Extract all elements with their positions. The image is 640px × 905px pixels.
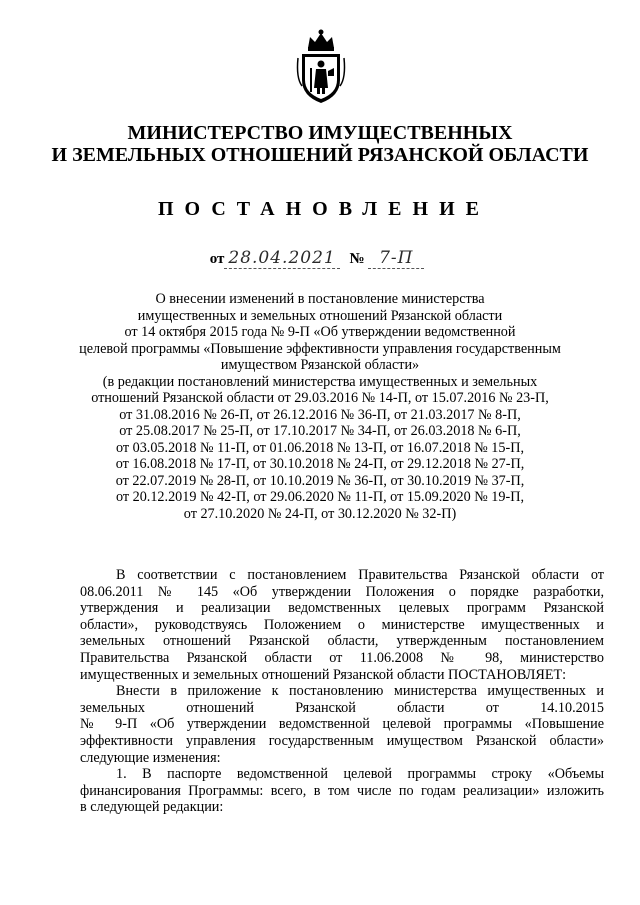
- date-prefix: от: [209, 251, 225, 267]
- subject-line: О внесении изменений в постановление министерства: [155, 291, 485, 307]
- decree-number-line: [0, 248, 640, 269]
- body-line: утверждения и реализации ведомственных целевых программ Рязанской: [80, 600, 604, 617]
- subject-line: от 16.08.2018 № 17-П, от 30.10.2018 № 24-П, от 29.12.2018 № 27-П,: [115, 456, 525, 472]
- body-line: 08.06.2011 № 145 «Об утверждении Положения о порядке разработки,: [80, 583, 604, 600]
- body-line: В соответствии с постановлением Правительства Рязанской области от: [116, 567, 604, 583]
- body-line: Правительства Рязанской области от 11.06.2008 № 98, министерство: [80, 649, 604, 666]
- body-line: следующие изменения:: [80, 749, 221, 766]
- body-line: эффективности управления государственным имуществом Рязанской области»: [80, 732, 604, 749]
- subject-line: (в редакции постановлений министерства имущественных и земельных: [102, 373, 538, 390]
- decree-body: [80, 567, 604, 816]
- ministry-line-1: МИНИСТЕРСТВО ИМУЩЕСТВЕННЫХ: [127, 122, 513, 144]
- subject-line: от 14 октября 2015 года № 9-П «Об утверждении ведомственной: [124, 324, 516, 340]
- subject-line: от 27.10.2020 № 24-П, от 30.12.2020 № 32-П): [183, 505, 457, 522]
- decree-title: ПОСТАНОВЛЕНИЕ: [158, 198, 490, 220]
- number-prefix: №: [349, 251, 365, 267]
- subject-line: отношений Рязанской области от 29.03.2016 № 14-П, от 15.07.2016 № 23-П,: [91, 390, 549, 406]
- subject-line: от 25.08.2017 № 25-П, от 17.10.2017 № 34-П, от 26.03.2018 № 6-П,: [119, 423, 521, 439]
- body-line: 1. В паспорте ведомственной целевой программы строку «Объемы: [116, 766, 604, 783]
- ministry-line-2: И ЗЕМЕЛЬНЫХ ОТНОШЕНИЙ РЯЗАНСКОЙ ОБЛАСТИ: [51, 144, 589, 166]
- subject-line: от 31.08.2016 № 26-П, от 26.12.2016 № 36-П, от 21.03.2017 № 8-П,: [119, 406, 521, 423]
- subject-line: от 22.07.2019 № 28-П, от 10.10.2019 № 36-П, от 30.10.2019 № 37-П,: [115, 472, 525, 489]
- subject-line: целевой программы «Повышение эффективности управления государственным: [79, 340, 561, 357]
- subject-line: от 20.12.2019 № 42-П, от 29.06.2020 № 11-П, от 15.09.2020 № 19-П,: [115, 489, 525, 505]
- handwritten-date: 28.04.2021: [224, 248, 339, 269]
- body-line: в следующей редакции:: [80, 799, 224, 816]
- body-line: области», руководствуясь Положением о министерстве имущественных и: [80, 616, 604, 633]
- ministry-name: [0, 122, 640, 166]
- subject-line: имущественных и земельных отношений Рязанской области: [137, 307, 503, 324]
- subject-line: от 03.05.2018 № 11-П, от 01.06.2018 № 13-П, от 16.07.2018 № 15-П,: [115, 439, 525, 456]
- handwritten-number: 7-П: [368, 248, 424, 269]
- subject-line: имуществом Рязанской области»: [220, 357, 420, 373]
- body-line: № 9-П «Об утверждении ведомственной целевой программы «Повышение: [80, 716, 604, 733]
- body-line: финансирования Программы: всего, в том числе по годам реализации» изложить: [80, 782, 604, 799]
- body-line: Внести в приложение к постановлению министерства имущественных и: [116, 683, 604, 700]
- body-line: земельных отношений Рязанской области от 14.10.2015: [80, 699, 604, 716]
- body-line: земельных отношений Рязанской области, утвержденным постановлением: [80, 633, 604, 650]
- decree-subject: [60, 291, 580, 522]
- coat-of-arms-icon: [294, 28, 348, 106]
- body-line: имущественных и земельных отношений Рязанской области ПОСТАНОВЛЯЕТ:: [80, 666, 567, 683]
